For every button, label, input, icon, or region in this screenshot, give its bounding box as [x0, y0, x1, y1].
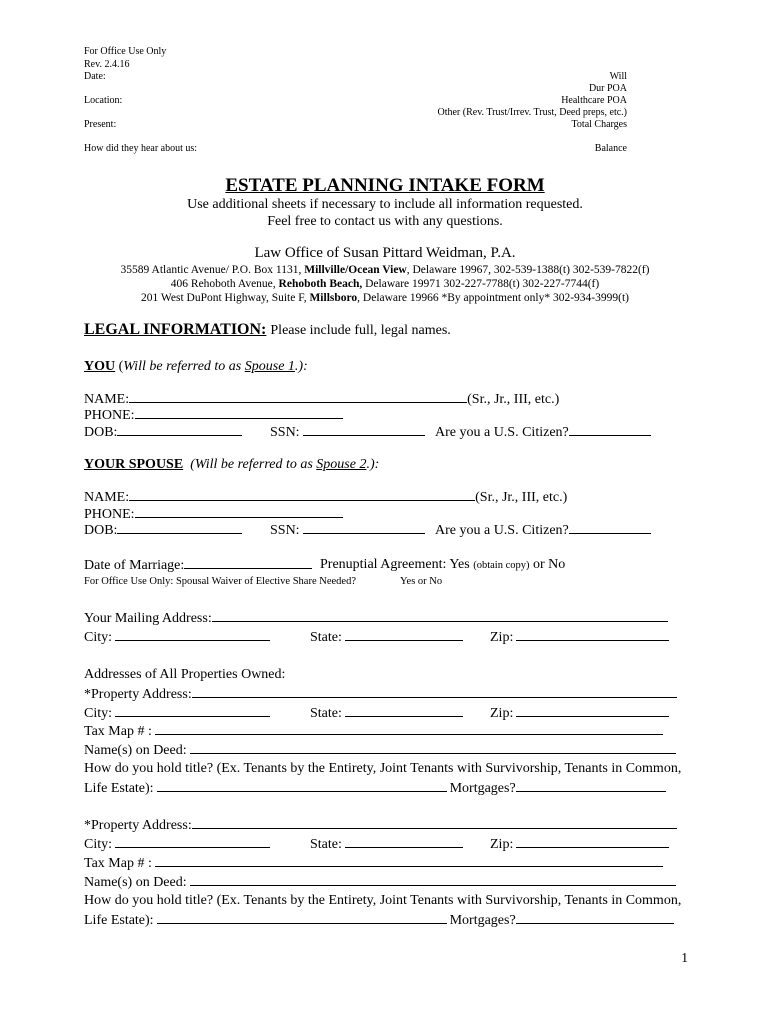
office-date-label: Date: — [84, 71, 106, 82]
office-balance-label: Balance — [594, 143, 627, 154]
mailing-zip-field[interactable] — [516, 628, 669, 641]
mailing-city-row: City: — [84, 628, 270, 646]
property-1-state-row: State: — [310, 704, 463, 722]
property-1-names-row: Name(s) on Deed: — [84, 741, 676, 759]
you-name-field[interactable] — [129, 390, 467, 403]
property-2-title-question: How do you hold title? (Ex. Tenants by the Entirety, Joint Tenants with Survivorship, Tenants in Common, — [84, 893, 682, 908]
legal-info-heading: LEGAL INFORMATION: Please include full, legal names. — [84, 321, 451, 338]
mailing-address-row: Your Mailing Address: — [84, 609, 668, 627]
firm-address-1: 35589 Atlantic Avenue/ P.O. Box 1131, Millville/Ocean View, Delaware 19967, 302-539-1388(t) 302-539-7822(f) — [120, 264, 650, 276]
property-2-zip-row: Zip: — [490, 835, 669, 853]
office-durpoa-label: Dur POA — [588, 83, 627, 94]
property-1-zip-field[interactable] — [516, 704, 669, 717]
office-will-label: Will — [609, 71, 627, 82]
property-2-names-field[interactable] — [190, 873, 676, 886]
form-subtitle-2: Feel free to contact us with any questions. — [267, 214, 503, 229]
spousal-waiver-options: Yes or No — [400, 576, 443, 587]
form-subtitle-1: Use additional sheets if necessary to include all information requested. — [187, 197, 583, 212]
mailing-state-field[interactable] — [345, 628, 463, 641]
firm-address-2: 406 Rehoboth Avenue, Rehoboth Beach, Delaware 19971 302-227-7788(t) 302-227-7744(f) — [170, 278, 600, 290]
property-2-life-row: Life Estate): Mortgages? — [84, 911, 674, 929]
property-2-address-row: *Property Address: — [84, 816, 677, 834]
office-total-label: Total Charges — [571, 119, 627, 130]
spouse-phone-row: PHONE: — [84, 505, 343, 523]
office-other-label: Other (Rev. Trust/Irrev. Trust, Deed preps, etc.) — [437, 107, 627, 118]
you-ssn-row: SSN: — [270, 423, 425, 441]
marriage-date-row: Date of Marriage: — [84, 556, 312, 574]
property-2-address-field[interactable] — [192, 816, 677, 829]
mailing-address-field[interactable] — [212, 609, 668, 622]
office-location-label: Location: — [84, 95, 123, 106]
spouse-heading: YOUR SPOUSE (Will be referred to as Spouse 2.): — [84, 457, 380, 472]
spouse-name-field[interactable] — [129, 488, 475, 501]
properties-heading: Addresses of All Properties Owned: — [84, 667, 286, 682]
property-1-life-row: Life Estate): Mortgages? — [84, 779, 666, 797]
spouse-citizen-field[interactable] — [569, 521, 651, 534]
mailing-state-row: State: — [310, 628, 463, 646]
property-1-city-row: City: — [84, 704, 270, 722]
prenup-row: Prenuptial Agreement: Yes (obtain copy) or No — [320, 557, 566, 572]
property-2-city-row: City: — [84, 835, 270, 853]
firm-address-3: 201 West DuPont Highway, Suite F, Millsboro, Delaware 19966 *By appointment only* 302-934-3999(t) — [141, 292, 629, 304]
property-1-names-field[interactable] — [190, 741, 676, 754]
office-present-label: Present: — [84, 119, 117, 130]
property-1-address-field[interactable] — [192, 685, 677, 698]
office-heard-label: How did they hear about us: — [84, 143, 198, 154]
marriage-date-field[interactable] — [184, 556, 312, 569]
you-heading: YOU (Will be referred to as Spouse 1.): — [84, 359, 308, 374]
property-1-taxmap-field[interactable] — [155, 722, 663, 735]
spouse-name-row: NAME: (Sr., Jr., III, etc.) — [84, 490, 568, 505]
page-number: 1 — [681, 950, 688, 965]
spouse-citizen-row: Are you a U.S. Citizen? — [435, 521, 651, 539]
you-dob-field[interactable] — [117, 423, 242, 436]
you-ssn-field[interactable] — [303, 423, 425, 436]
form-title: ESTATE PLANNING INTAKE FORM — [225, 175, 545, 196]
property-2-title-field[interactable] — [157, 911, 447, 924]
property-1-title-field[interactable] — [157, 779, 447, 792]
spouse-phone-field[interactable] — [135, 505, 343, 518]
property-2-state-field[interactable] — [345, 835, 463, 848]
property-1-address-row: *Property Address: — [84, 685, 677, 703]
property-2-mortgages-field[interactable] — [516, 911, 674, 924]
revision-label: Rev. 2.4.16 — [84, 59, 130, 70]
firm-name: Law Office of Susan Pittard Weidman, P.A. — [254, 245, 516, 261]
spouse-ssn-row: SSN: — [270, 521, 425, 539]
property-1-state-field[interactable] — [345, 704, 463, 717]
mailing-zip-row: Zip: — [490, 628, 669, 646]
property-1-mortgages-field[interactable] — [516, 779, 666, 792]
property-2-names-row: Name(s) on Deed: — [84, 873, 676, 891]
you-name-row: NAME: (Sr., Jr., III, etc.) — [84, 392, 560, 407]
property-2-taxmap-field[interactable] — [155, 854, 663, 867]
office-use-label: For Office Use Only — [84, 46, 167, 57]
office-healthcare-label: Healthcare POA — [561, 95, 627, 106]
property-1-zip-row: Zip: — [490, 704, 669, 722]
you-citizen-row: Are you a U.S. Citizen? — [435, 423, 651, 441]
you-dob-row: DOB: — [84, 423, 242, 441]
property-1-title-question: How do you hold title? (Ex. Tenants by the Entirety, Joint Tenants with Survivorship, Tenants in Common, — [84, 761, 682, 776]
property-1-taxmap-row: Tax Map # : — [84, 722, 663, 740]
property-2-state-row: State: — [310, 835, 463, 853]
property-2-city-field[interactable] — [115, 835, 270, 848]
you-citizen-field[interactable] — [569, 423, 651, 436]
you-phone-row: PHONE: — [84, 406, 343, 424]
spouse-ssn-field[interactable] — [303, 521, 425, 534]
spousal-waiver-label: For Office Use Only: Spousal Waiver of Elective Share Needed? — [84, 576, 356, 587]
mailing-city-field[interactable] — [115, 628, 270, 641]
property-2-taxmap-row: Tax Map # : — [84, 854, 663, 872]
you-phone-field[interactable] — [135, 406, 343, 419]
property-1-city-field[interactable] — [115, 704, 270, 717]
property-2-zip-field[interactable] — [516, 835, 669, 848]
spouse-dob-row: DOB: — [84, 521, 242, 539]
spouse-dob-field[interactable] — [117, 521, 242, 534]
